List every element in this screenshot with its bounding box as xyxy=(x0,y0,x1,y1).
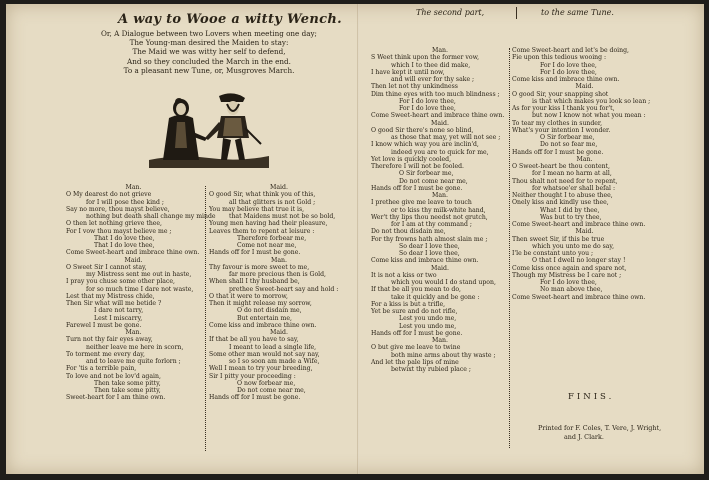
verse-line: O Sweet-heart be thou content, xyxy=(512,163,610,170)
verse-line: all that glitters is not Gold ; xyxy=(229,198,316,206)
verse-line: Therefore I will not be fooled. xyxy=(371,163,464,170)
verse-line: Hands off for I must be gone. xyxy=(371,329,463,337)
verse-line: I prethee give me leave to touch xyxy=(371,199,472,207)
running-head-left: The second part, xyxy=(416,8,485,17)
speaker-label: Man. xyxy=(125,329,142,336)
speaker-label: Maid. xyxy=(431,264,449,272)
verse-line: Lest that my Mistress chide, xyxy=(66,292,155,300)
verse-line: It is not a kiss or two xyxy=(371,271,437,279)
subtitle-line: The Maid we was witty her self to defend, xyxy=(132,47,286,57)
speaker-label: Man. xyxy=(271,256,287,264)
verse-line: O that I dwell no longer stay ! xyxy=(532,257,626,265)
verse-line: And let the pale lips of mine xyxy=(371,358,459,366)
verse-line: For I do love thee, xyxy=(540,68,597,76)
verse-line: To love and not be lov'd again, xyxy=(66,372,161,380)
verse-line: for I will pose thee kind ; xyxy=(86,198,164,206)
column-divider xyxy=(509,48,510,448)
verse-line: You may believe that true it is, xyxy=(209,205,305,213)
verse-line: as those that may, yet will not see ; xyxy=(391,134,501,141)
verse-line: Come Sweet-heart and imbrace thine own. xyxy=(66,249,200,257)
verse-line: Yet love is quickly cooled, xyxy=(371,155,452,163)
verse-line: For I do love thee, xyxy=(540,61,597,69)
verse-line: O then let nothing grieve thee, xyxy=(66,220,163,228)
verse-line: which you unto me do say, xyxy=(532,242,615,250)
speaker-label: Man. xyxy=(432,47,448,54)
subtitle-line: And so they concluded the March in the end. xyxy=(127,56,291,66)
verse-line: Lest you undo me, xyxy=(399,315,457,323)
speaker-label: Maid. xyxy=(270,184,288,191)
verse-line: Hands off for I must be gone. xyxy=(209,394,301,402)
verse-line: neither leave me here in scorn, xyxy=(86,343,184,351)
running-head-divider xyxy=(516,7,517,19)
woodcut-couple-icon xyxy=(149,88,269,168)
verse-column-4 xyxy=(512,47,657,301)
verse-line: I'le be constant unto you ; xyxy=(512,250,594,257)
verse-line: Dim thine eyes with too much blindness ; xyxy=(371,90,500,98)
verse-line: Come kiss once again and spare not, xyxy=(512,264,627,272)
verse-line: Lest you undo me, xyxy=(399,322,457,330)
verse-line: For thy frowns hath almost slain me ; xyxy=(371,235,488,243)
verse-line: Come Sweet-heart and imbrace thine own. xyxy=(371,112,505,120)
verse-line: O good Sir there's none so blind, xyxy=(371,126,474,134)
verse-line: betwixt thy rubied place ; xyxy=(391,366,471,373)
verse-line: Then let not thy unkindness xyxy=(371,83,458,91)
verse-line: If that be all you have to say, xyxy=(209,336,299,344)
verse-line: Though my Mistress be I care not ; xyxy=(512,271,622,279)
verse-line: O Sir forbear me, xyxy=(399,170,454,178)
imprint-line: and J. Clark. xyxy=(564,432,604,441)
verse-line: As for your kiss I thank you for't, xyxy=(512,105,615,112)
verse-line: O that it were to morrow, xyxy=(209,292,288,300)
verse-line: What I did by thee, xyxy=(540,206,600,214)
verse-line: When shall I thy husband be, xyxy=(209,278,300,286)
finis-mark: FINIS. xyxy=(568,392,615,402)
verse-line: Then it might release my sorrow, xyxy=(209,300,312,307)
verse-line: but now I know not what you mean : xyxy=(532,112,646,120)
verse-line: or to kiss thy milk-white hand, xyxy=(391,206,486,214)
running-head-right: to the same Tune. xyxy=(541,8,614,17)
speaker-label: Man. xyxy=(432,337,448,344)
verse-line: Come Sweet-heart and let's be doing, xyxy=(512,47,629,54)
verse-line: So dear I love thee, xyxy=(399,242,460,250)
verse-line: For 'tis a terrible pain, xyxy=(66,365,137,373)
verse-line: I know which way you are inclin'd, xyxy=(371,141,479,149)
verse-column-3 xyxy=(371,47,509,373)
verse-line: That I do love thee, xyxy=(94,242,155,249)
verse-line: For I do love thee, xyxy=(399,97,456,105)
verse-line: O but give me leave to twine xyxy=(371,344,461,352)
verse-line: for so much time I dare not waste, xyxy=(86,285,194,293)
verse-line: Hands off for I must be gone. xyxy=(371,184,463,192)
verse-line: For I vow thou mayst believe me ; xyxy=(66,227,172,235)
column-divider xyxy=(205,186,206,451)
verse-line: Thy favour is more sweet to me, xyxy=(209,263,310,271)
verse-line: For I do love thee, xyxy=(540,279,597,286)
verse-line: Then take some pitty, xyxy=(94,379,161,387)
verse-line: Come Sweet-heart and imbrace thine own. xyxy=(512,221,646,228)
verse-column-2 xyxy=(209,184,349,402)
verse-line: But entertain me, xyxy=(237,314,292,322)
verse-line: O good Sir, what think you of this, xyxy=(209,191,316,199)
verse-line: Lest I miscarry, xyxy=(94,314,143,322)
verse-line: Do not so fear me, xyxy=(540,141,598,149)
verse-line: both mine arms about thy waste ; xyxy=(391,351,496,359)
verse-line: Say no more, thou mayst believe, xyxy=(66,205,170,213)
verse-line: and will ever for thy sake ; xyxy=(391,76,475,83)
verse-line: for whatsoe'er shall befal : xyxy=(532,184,616,192)
verse-line: Thou shalt not need for to repent, xyxy=(512,177,618,185)
verse-line: Come not near me, xyxy=(237,242,297,249)
verse-line: O do not disdain me, xyxy=(237,307,302,315)
speaker-label: Maid. xyxy=(270,329,288,336)
verse-line: For a kiss is but a trifle, xyxy=(371,300,446,308)
verse-line: Hands off for I must be gone. xyxy=(512,148,604,156)
verse-line: take it quickly and be gone : xyxy=(391,293,480,301)
center-fold xyxy=(357,4,359,474)
verse-line: O good Sir, your snapping shot xyxy=(512,90,609,98)
verse-line: Wer't thy lips thou needst not grutch, xyxy=(371,213,488,221)
verse-line: To tear my clothes in sunder, xyxy=(512,119,603,127)
speaker-label: Maid. xyxy=(124,256,143,264)
verse-line: S Weet think upon the former vow, xyxy=(371,54,480,62)
broadside-sheet xyxy=(6,4,704,474)
verse-line: Do not thou disdain me, xyxy=(371,228,446,236)
verse-line: Do not come near me, xyxy=(399,177,468,185)
speaker-label: Maid. xyxy=(575,83,594,91)
speaker-label: Maid. xyxy=(431,119,449,127)
verse-line: Neither thought I to abuse thee, xyxy=(512,192,613,199)
verse-line: What's your intention I wonder. xyxy=(512,126,611,134)
verse-line: Turn not thy fair eyes away, xyxy=(66,336,153,344)
verse-line: so I so soon am made a Wife, xyxy=(229,358,320,365)
verse-line: Was but to try thee, xyxy=(540,213,602,221)
verse-line: Sweet-heart for I am thine own. xyxy=(66,394,166,402)
verse-line: I dare not tarry, xyxy=(94,307,144,315)
verse-line: Then Sir what will me betide ? xyxy=(66,300,162,307)
ballad-subtitle xyxy=(64,29,354,75)
verse-line: Come kiss and imbrace thine own. xyxy=(512,76,620,83)
verse-line: O Sweet Sir I cannot stay, xyxy=(66,263,147,271)
verse-line: To torment me every day, xyxy=(66,350,145,358)
verse-line: Come Sweet-heart and imbrace thine own. xyxy=(512,293,646,301)
verse-line: Sir I pitty your proceeding : xyxy=(209,372,296,380)
verse-line: which you would I do stand upon, xyxy=(391,279,496,286)
verse-line: Some other man would not say nay, xyxy=(209,350,320,358)
verse-line: So dear I love thee, xyxy=(399,250,460,257)
printer-imprint xyxy=(538,424,661,441)
verse-line: Onely kiss and kindly use thee, xyxy=(512,199,609,207)
verse-column-1 xyxy=(66,184,216,402)
verse-line: Then sweet Sir, if this be true xyxy=(512,235,605,243)
verse-line: O Sir forbear me, xyxy=(540,134,595,141)
verse-line: I meant to lead a single life, xyxy=(229,343,317,351)
verse-line: for I am at thy command ; xyxy=(391,221,472,228)
verse-line: Therefore forbear me, xyxy=(237,234,307,242)
verse-line: that Maidens must not be so bold, xyxy=(229,213,336,220)
verse-line: That I do love thee, xyxy=(94,234,155,242)
verse-line: my Mistress sent me out in haste, xyxy=(86,271,192,278)
verse-line: for I mean no harm at all, xyxy=(532,170,612,178)
verse-line: Yet be sure and do not rifle, xyxy=(371,308,458,315)
subtitle-line: To a pleasant new Tune, or, Musgroves March. xyxy=(123,65,295,75)
ballad-title: A way to Wooe a witty Wench. xyxy=(118,12,342,27)
verse-line: indeed you are to quick for me, xyxy=(391,148,489,156)
verse-line: Leaves them to repent at leisure : xyxy=(209,227,315,235)
verse-line: far more precious then is Gold, xyxy=(229,271,326,278)
verse-line: For I do love thee, xyxy=(399,105,456,112)
verse-line: and to leave me quite forlorn ; xyxy=(86,358,181,365)
verse-line: Well I mean to try your breeding, xyxy=(209,365,313,373)
verse-line: O now forbear me, xyxy=(237,379,296,387)
verse-line: No man above thee, xyxy=(540,286,603,294)
speaker-label: Man. xyxy=(432,192,448,199)
verse-line: Come kiss and imbrace thine own. xyxy=(209,321,317,329)
verse-line: If that be all you mean to do, xyxy=(371,286,462,294)
verse-line: O My dearest do not grieve xyxy=(66,191,152,199)
subtitle-line: Or, A Dialogue between two Lovers when meeting one day; xyxy=(101,29,317,38)
verse-line: Then take some pitty, xyxy=(94,387,161,394)
verse-line: Hands off for I must be gone. xyxy=(209,249,301,257)
speaker-label: Maid. xyxy=(575,228,594,236)
subtitle-line: The Young-man desired the Maiden to stay: xyxy=(129,38,289,48)
speaker-label: Man. xyxy=(576,155,593,163)
verse-line: Young men having had their pleasure, xyxy=(209,220,328,228)
verse-line: Do not come near me, xyxy=(237,387,306,394)
verse-line: I have kept it until now, xyxy=(371,68,445,76)
verse-line: I pray you chuse some other place, xyxy=(66,278,175,286)
verse-line: Farewel I must be gone. xyxy=(66,321,142,329)
verse-line: Fie upon this tedious wooing : xyxy=(512,54,607,62)
verse-line: Come kiss and imbrace thine own. xyxy=(371,257,479,265)
verse-line: which I to thee did make, xyxy=(391,61,471,69)
verse-line: nothing but death shall change my minde xyxy=(86,213,216,220)
verse-line: is that which makes you look so lean ; xyxy=(532,97,651,105)
speaker-label: Man. xyxy=(125,184,142,191)
verse-line: prethee Sweet-heart say and hold : xyxy=(229,285,339,293)
imprint-line: Printed for F. Coles, T. Vere, J. Wright, xyxy=(538,424,662,432)
